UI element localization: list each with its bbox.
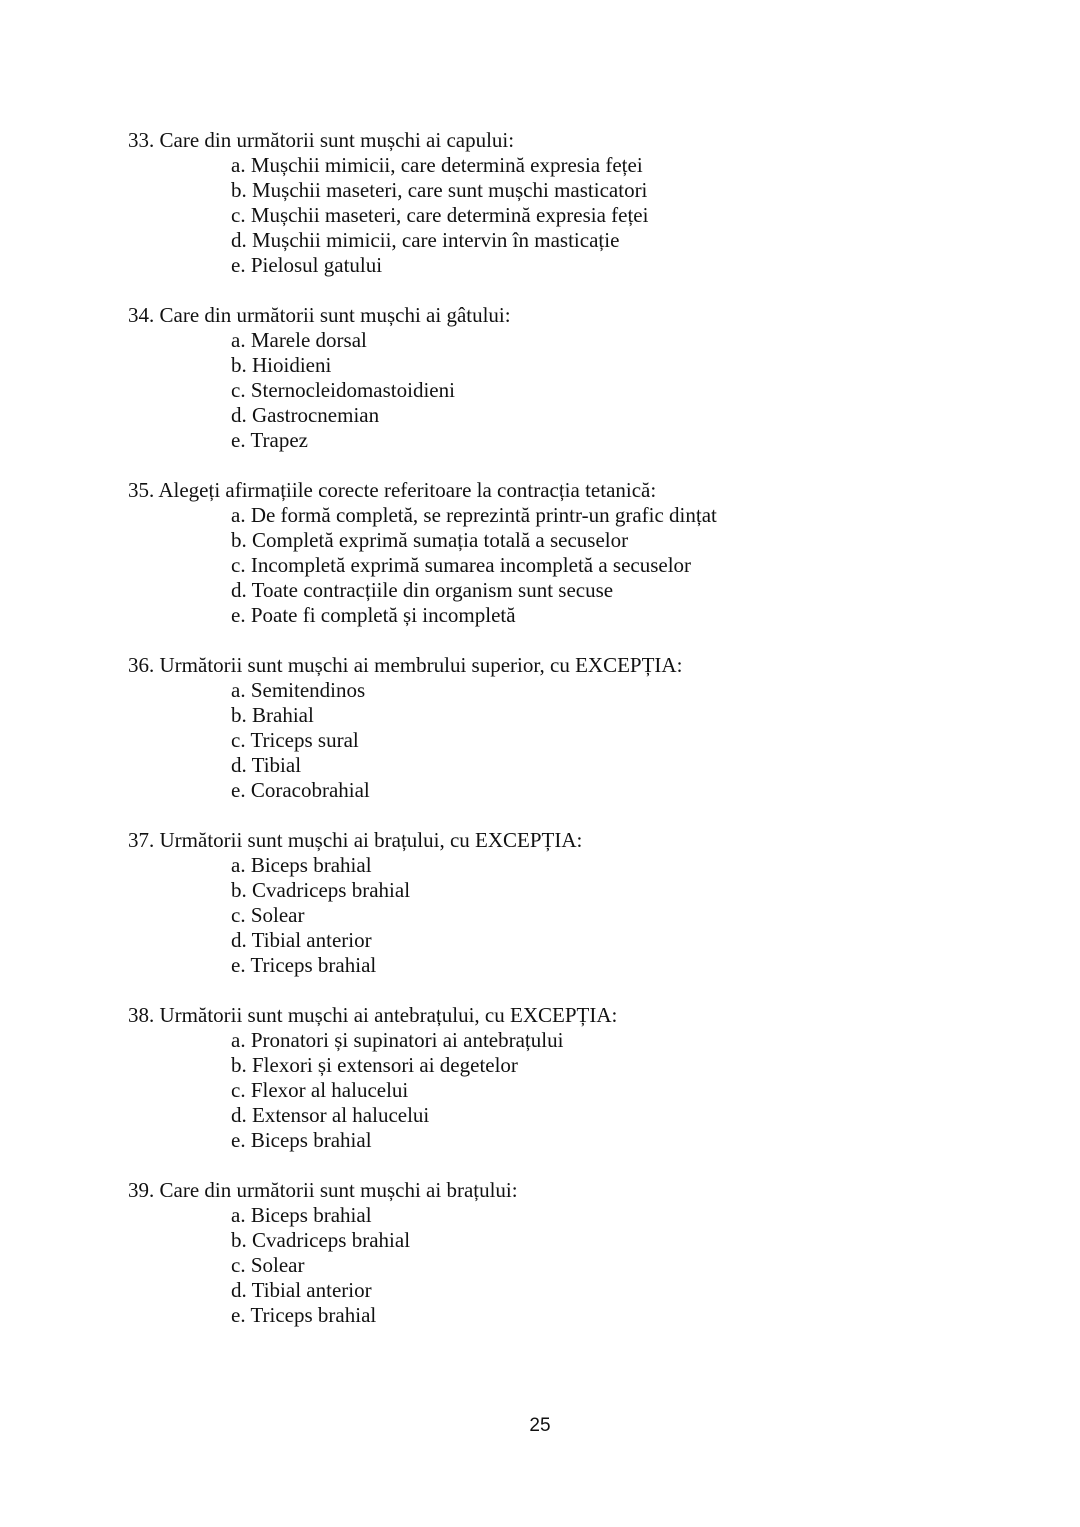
question-item <box>128 1178 1008 1328</box>
question-text: Care din următorii sunt mușchi ai brațului: <box>159 1178 518 1202</box>
question-stem <box>128 1178 1008 1203</box>
answer-option: b. Flexori și extensori ai degetelor <box>231 1053 518 1077</box>
answer-option: a. Mușchii mimicii, care determină expresia feței <box>231 153 643 177</box>
question-number: 36. <box>128 653 155 677</box>
answer-option: e. Triceps brahial <box>231 1303 377 1327</box>
answer-option: b. Hioidieni <box>231 353 332 377</box>
answer-option: a. Semitendinos <box>231 678 366 702</box>
question-number: 37. <box>128 828 155 852</box>
question-item <box>128 828 1008 978</box>
question-number: 33. <box>128 128 155 152</box>
question-item <box>128 128 1008 278</box>
answer-option: b. Cvadriceps brahial <box>231 1228 411 1252</box>
question-item <box>128 1003 1008 1153</box>
answer-option: c. Triceps sural <box>231 728 359 752</box>
question-item <box>128 303 1008 453</box>
question-text: Care din următorii sunt mușchi ai gâtului: <box>159 303 511 327</box>
answer-options <box>128 153 1008 278</box>
question-item <box>128 653 1008 803</box>
question-text: Următorii sunt mușchi ai antebrațului, cu EXCEPȚIA: <box>159 1003 618 1027</box>
question-number: 34. <box>128 303 155 327</box>
answer-option: c. Incompletă exprimă sumarea incompletă a secuselor <box>231 553 692 577</box>
answer-options <box>128 1028 1008 1153</box>
answer-option: d. Gastrocnemian <box>231 403 380 427</box>
question-stem <box>128 653 1008 678</box>
answer-options <box>128 328 1008 453</box>
question-number: 38. <box>128 1003 155 1027</box>
answer-option: a. Pronatori și supinatori ai antebrațului <box>231 1028 564 1052</box>
answer-option: d. Extensor al halucelui <box>231 1103 430 1127</box>
answer-options <box>128 853 1008 978</box>
question-number: 35. <box>128 478 155 502</box>
answer-option: a. Biceps brahial <box>231 853 372 877</box>
answer-option: b. Mușchii maseteri, care sunt mușchi masticatori <box>231 178 648 202</box>
question-text: Alegeți afirmațiile corecte referitoare la contracția tetanică: <box>158 478 657 502</box>
answer-option: c. Sternocleidomastoidieni <box>231 378 455 402</box>
answer-option: a. De formă completă, se reprezintă printr-un grafic dințat <box>231 503 717 527</box>
question-stem <box>128 303 1008 328</box>
answer-option: c. Flexor al halucelui <box>231 1078 409 1102</box>
question-stem <box>128 1003 1008 1028</box>
answer-option: a. Biceps brahial <box>231 1203 372 1227</box>
answer-option: c. Solear <box>231 903 305 927</box>
answer-option: d. Tibial anterior <box>231 928 372 952</box>
answer-option: e. Biceps brahial <box>231 1128 372 1152</box>
answer-option: b. Cvadriceps brahial <box>231 878 411 902</box>
answer-option: b. Brahial <box>231 703 314 727</box>
question-stem <box>128 128 1008 153</box>
question-text: Care din următorii sunt mușchi ai capului: <box>159 128 515 152</box>
answer-options <box>128 1203 1008 1328</box>
answer-option: d. Mușchii mimicii, care intervin în masticație <box>231 228 620 252</box>
answer-option: d. Tibial <box>231 753 302 777</box>
answer-option: e. Pielosul gatului <box>231 253 383 277</box>
question-stem <box>128 478 1008 503</box>
question-list <box>128 128 1008 1353</box>
question-stem <box>128 828 1008 853</box>
answer-option: c. Mușchii maseteri, care determină expresia feței <box>231 203 649 227</box>
question-text: Următorii sunt mușchi ai brațului, cu EXCEPȚIA: <box>159 828 583 852</box>
answer-option: e. Poate fi completă și incompletă <box>231 603 516 627</box>
answer-option: a. Marele dorsal <box>231 328 367 352</box>
answer-option: b. Completă exprimă sumația totală a secuselor <box>231 528 629 552</box>
answer-options <box>128 678 1008 803</box>
question-text: Următorii sunt mușchi ai membrului superior, cu EXCEPȚIA: <box>159 653 683 677</box>
answer-option: e. Triceps brahial <box>231 953 377 977</box>
page-number: 25 <box>529 1415 551 1436</box>
answer-option: c. Solear <box>231 1253 305 1277</box>
question-item <box>128 478 1008 628</box>
question-number: 39. <box>128 1178 155 1202</box>
answer-options <box>128 503 1008 628</box>
answer-option: d. Toate contracțiile din organism sunt secuse <box>231 578 614 602</box>
answer-option: e. Coracobrahial <box>231 778 370 802</box>
answer-option: e. Trapez <box>231 428 308 452</box>
answer-option: d. Tibial anterior <box>231 1278 372 1302</box>
